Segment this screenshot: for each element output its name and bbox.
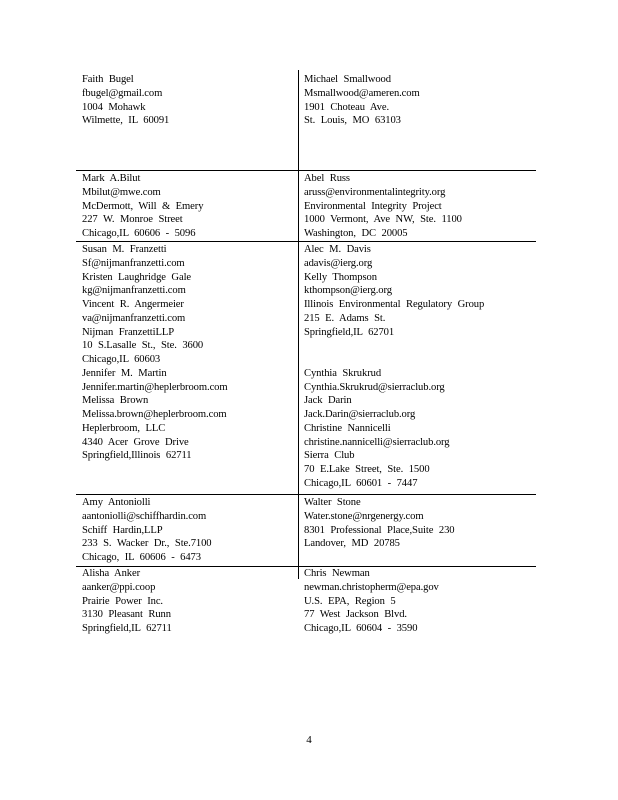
row-divider xyxy=(76,170,536,171)
contact-line: Walter Stone xyxy=(304,497,361,508)
contact-line: Kelly Thompson xyxy=(304,271,377,283)
contact-line: Jennifer.martin@heplerbroom.com xyxy=(82,381,228,393)
contact-line: Vincent R. Angermeier xyxy=(82,299,184,310)
contact-line: aanker@ppi.coop xyxy=(82,581,156,593)
row-divider xyxy=(76,494,536,495)
contact-line: Cynthia.Skrukrud@sierraclub.org xyxy=(304,381,445,393)
contact-line: Alec M. Davis xyxy=(304,244,371,255)
contact-cell-left xyxy=(82,73,169,128)
contact-line: Chicago,IL 60604 - 3590 xyxy=(304,623,418,634)
contact-cell-left xyxy=(82,567,172,636)
contact-line: Heplerbroom, LLC xyxy=(82,422,166,434)
contact-line: Water.stone@nrgenergy.com xyxy=(304,510,424,522)
contact-line: Faith Bugel xyxy=(82,74,134,85)
column-divider xyxy=(298,70,299,579)
contact-line: 70 E.Lake Street, Ste. 1500 xyxy=(304,464,430,475)
contact-line: Chicago,IL 60601 - 7447 xyxy=(304,477,418,489)
contact-line: Abel Russ xyxy=(304,173,350,184)
contact-line: Melissa.brown@heplerbroom.com xyxy=(82,409,227,420)
contact-line: 8301 Professional Place,Suite 230 xyxy=(304,524,455,536)
contact-line: Mark A.Bilut xyxy=(82,173,141,184)
contact-line: 1004 Mohawk xyxy=(82,101,146,113)
contact-line: Msmallwood@ameren.com xyxy=(304,87,420,99)
contact-line: Washington, DC 20005 xyxy=(304,228,408,239)
contact-line: Chicago,IL 60603 xyxy=(82,354,161,365)
contact-line: McDermott, Will & Emery xyxy=(82,200,204,212)
contact-line: Nijman FranzettiLLP xyxy=(82,326,175,338)
contact-line: Jack.Darin@sierraclub.org xyxy=(304,409,416,420)
contact-line: aantoniolli@schiffhardin.com xyxy=(82,510,207,522)
contact-cell-right xyxy=(304,496,454,551)
contact-line: Sierra Club xyxy=(304,450,355,462)
contact-line: Susan M. Franzetti xyxy=(82,244,167,255)
contact-line: aruss@environmentalintegrity.org xyxy=(304,186,446,198)
contact-line: 4340 Acer Grove Drive xyxy=(82,436,189,448)
contact-line: Illinois Environmental Regulatory Group xyxy=(304,299,485,310)
contact-line: Chris Newman xyxy=(304,568,370,579)
contact-line: Schiff Hardin,LLP xyxy=(82,524,163,536)
contact-line: Jennifer M. Martin xyxy=(82,367,167,379)
contact-line: 215 E. Adams St. xyxy=(304,312,386,324)
contact-cell-left xyxy=(82,172,203,241)
contact-line: 77 West Jackson Blvd. xyxy=(304,609,407,621)
spacer xyxy=(304,339,484,353)
contact-line: Landover, MD 20785 xyxy=(304,538,400,550)
contact-line: Alisha Anker xyxy=(82,568,140,579)
contact-line: Christine Nannicelli xyxy=(304,422,391,434)
contact-cell-right xyxy=(304,567,439,636)
contact-line: Springfield,IL 62701 xyxy=(304,326,395,338)
contact-line: St. Louis, MO 63103 xyxy=(304,115,401,127)
contact-line: 233 S. Wacker Dr., Ste.7100 xyxy=(82,538,212,550)
contact-line: Melissa Brown xyxy=(82,395,149,407)
spacer xyxy=(304,353,484,367)
contact-line: adavis@ierg.org xyxy=(304,257,373,269)
contact-line: va@nijmanfranzetti.com xyxy=(82,312,186,324)
contact-line: Sf@nijmanfranzetti.com xyxy=(82,257,185,269)
contact-line: kthompson@ierg.org xyxy=(304,285,392,297)
contact-line: Jack Darin xyxy=(304,395,352,407)
contact-line: Mbilut@mwe.com xyxy=(82,186,161,198)
row-divider xyxy=(76,241,536,242)
contact-line: 1901 Choteau Ave. xyxy=(304,101,390,113)
contact-line: Springfield,Illinois 62711 xyxy=(82,450,192,462)
contact-line: fbugel@gmail.com xyxy=(82,87,163,99)
contact-line: 3130 Pleasant Runn xyxy=(82,609,171,621)
contact-line: 10 S.Lasalle St., Ste. 3600 xyxy=(82,340,204,352)
contact-line: Amy Antoniolli xyxy=(82,497,151,508)
contact-line: 1000 Vermont, Ave NW, Ste. 1100 xyxy=(304,214,462,226)
contact-line: Chicago,IL 60606 - 5096 xyxy=(82,228,196,239)
contact-cell-right xyxy=(304,172,462,241)
contact-line: Cynthia Skrukrud xyxy=(304,367,382,379)
contact-line: newman.christopherm@epa.gov xyxy=(304,581,439,593)
contact-line: christine.nannicelli@sierraclub.org xyxy=(304,436,450,448)
contact-line: 227 W. Monroe Street xyxy=(82,214,183,226)
contact-line: Kristen Laughridge Gale xyxy=(82,271,192,283)
contact-cell-left xyxy=(82,243,228,463)
page-number: 4 xyxy=(306,734,312,746)
contact-line: Prairie Power Inc. xyxy=(82,595,163,607)
contact-line: Michael Smallwood xyxy=(304,74,391,85)
contact-line: Wilmette, IL 60091 xyxy=(82,115,170,127)
contact-line: U.S. EPA, Region 5 xyxy=(304,595,396,607)
contact-cell-right xyxy=(304,73,420,128)
contact-cell-right xyxy=(304,243,484,491)
contact-line: Chicago, IL 60606 - 6473 xyxy=(82,552,201,563)
contact-line: Environmental Integrity Project xyxy=(304,200,442,212)
contact-cell-left xyxy=(82,496,211,565)
contact-line: Springfield,IL 62711 xyxy=(82,623,172,634)
contact-line: kg@nijmanfranzetti.com xyxy=(82,285,186,297)
